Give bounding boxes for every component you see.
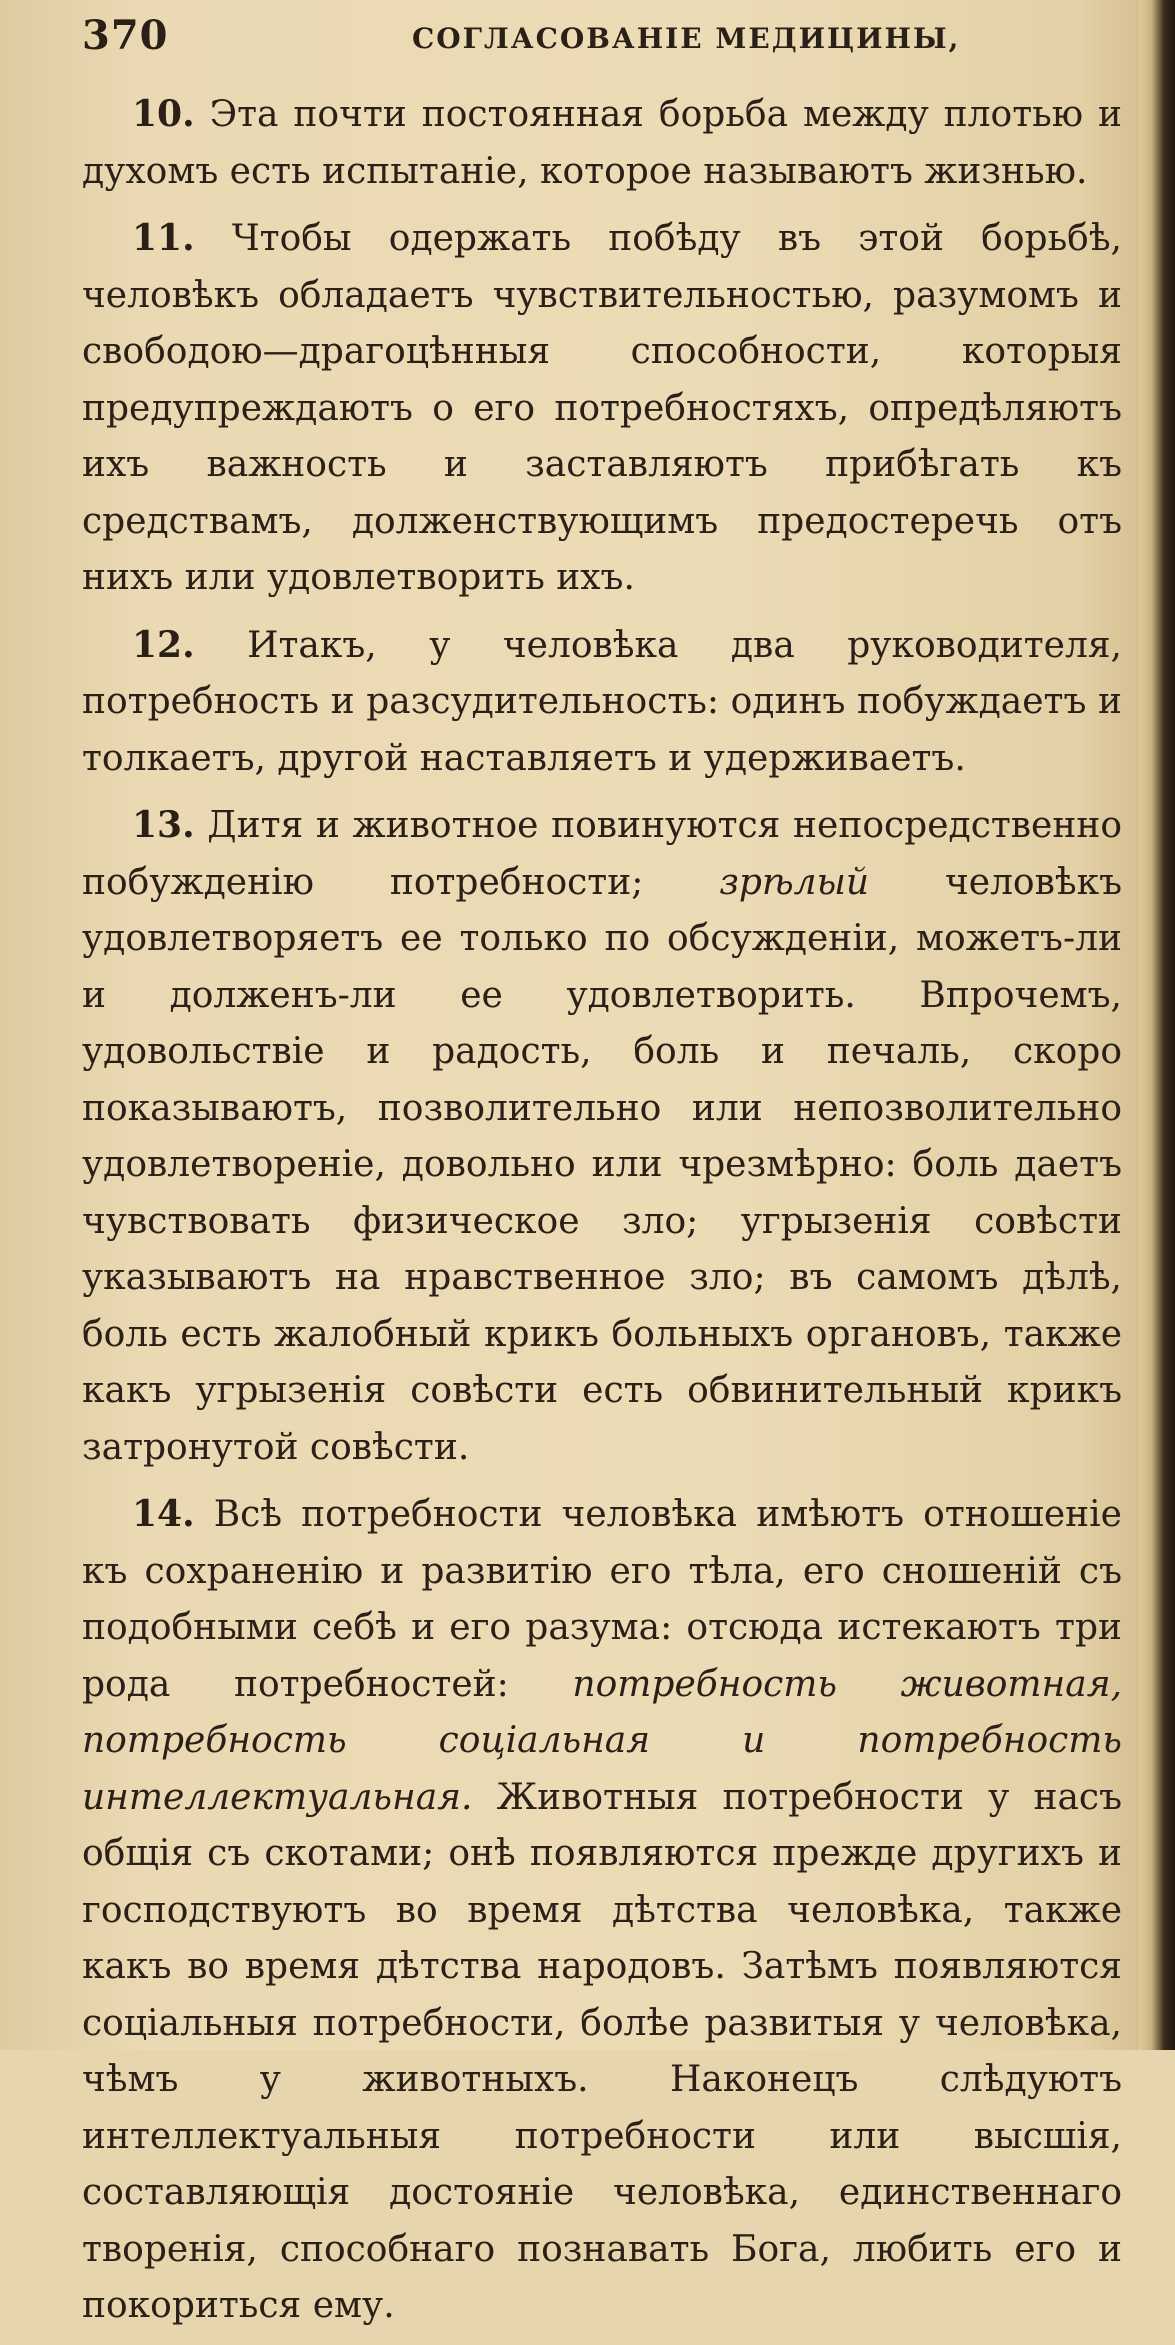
- paragraph-text: Итакъ, у человѣка два руководителя, потребность и разсудительность: одинъ побуждаетъ и толкаетъ, другой наставляетъ и удерживаетъ.: [82, 624, 1122, 779]
- page-header: [82, 12, 1122, 72]
- running-title: СОГЛАСОВАНІЕ МЕДИЦИНЫ,: [412, 22, 961, 55]
- paragraph-text: Животныя потребности у насъ общія съ скотами; онѣ появляются прежде другихъ и господствуютъ во время дѣтства человѣка, также какъ во время дѣтства народовъ. Затѣмъ появляются соціальныя потребности, болѣе развитыя у человѣка, чѣмъ у животныхъ. Наконецъ слѣдуютъ интеллектуальныя потребности или высшія, составляющія достояніе человѣка, единственнаго творенія, способнаго познавать Бога, любить его и покориться ему.: [82, 1776, 1122, 2326]
- italic-term: потребность интеллектуальная.: [82, 1720, 1123, 1818]
- page-number: 370: [82, 12, 169, 59]
- paragraph-number: 10.: [132, 93, 195, 135]
- italic-term: потребность соціальная: [82, 1720, 651, 1761]
- paragraph-text: Эта почти постоянная борьба между плотью и духомъ есть испытаніе, которое называютъ жизнью.: [82, 94, 1122, 192]
- paragraph-text: человѣкъ удовлетворяетъ ее только по обсужденіи, можетъ-ли и долженъ-ли ее удовлетворить. Впрочемъ, удовольствіе и радость, боль и печаль, скоро показываютъ, позволительно или непозволительно удовлетвореніе, довольно или чрезмѣрно: боль даетъ чувствовать физическое зло; угрызенія совѣсти указываютъ на нравственное зло; въ самомъ дѣлѣ, боль есть жалобный крикъ больныхъ органовъ, также какъ угрызенія совѣсти есть обвинительный крикъ затронутой совѣсти.: [82, 861, 1122, 1468]
- italic-term: зрѣлый: [719, 861, 870, 903]
- page-edge-shadow: [1139, 0, 1175, 2050]
- paragraph-number: 12.: [132, 623, 195, 666]
- body-text: [82, 86, 1122, 2345]
- paragraph-text: Дитя и животное повинуются непосредственно побужденію потребности;: [82, 805, 1122, 903]
- paragraph-text: Всѣ потребности человѣка имѣютъ отношеніе къ сохраненію и развитію его тѣла, его сношеній съ подобными себѣ и его разума: отсюда истекаютъ три рода потребностей:: [82, 1494, 1122, 1705]
- paragraph-text: Чтобы одержать побѣду въ этой борьбѣ, человѣкъ обладаетъ чувствительностью, разумомъ и свободою—драгоцѣнныя способности, которыя предупреждаютъ о его потребностяхъ, опредѣляютъ ихъ важность и заставляютъ прибѣгать къ средствамъ, долженствующимъ предостеречь отъ нихъ или удовлетворить ихъ.: [82, 218, 1122, 598]
- paragraph-13: [82, 797, 1122, 1476]
- paragraph-12: [82, 617, 1122, 788]
- italic-term: потребность животная: [572, 1663, 1111, 1705]
- italic-separator: и: [650, 1720, 858, 1761]
- paragraph-number: 14.: [132, 1493, 195, 1535]
- paragraph-14: [82, 1486, 1122, 2335]
- paragraph-number: 11.: [132, 217, 195, 259]
- paragraph-11: [82, 210, 1122, 607]
- italic-separator: ,: [1110, 1663, 1123, 1705]
- paragraph-10: [82, 86, 1122, 200]
- paragraph-number: 13.: [132, 804, 195, 846]
